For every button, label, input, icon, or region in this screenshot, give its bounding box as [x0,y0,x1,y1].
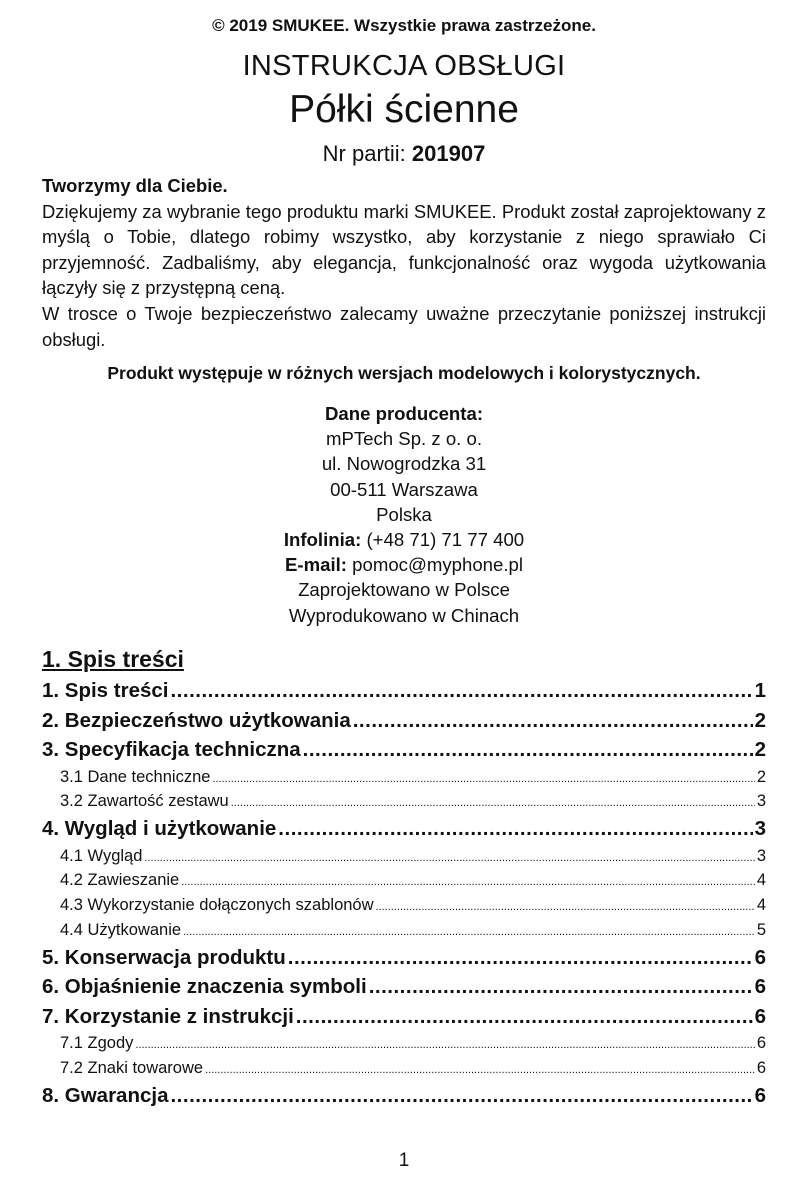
intro-paragraph-1: Dziękujemy za wybranie tego produktu marki SMUKEE. Produkt został zaprojektowany z myślą o Tobie, dlatego robimy wszystko, aby korzystanie z niego sprawiało Ci przyjemność. Zadbaliśmy, aby elegancja, funkcjonalność oraz wygoda użytkowania łączyły się z przystępną ceną. [42,200,766,299]
toc-leader-dots [205,1056,755,1083]
toc-leader-dots [170,1081,752,1111]
toc-leader-dots [144,844,754,871]
table-of-contents [42,676,766,1110]
toc-entry-page: 2 [756,767,766,786]
toc-entry-label: 6. Objaśnienie znaczenia symboli [42,975,367,999]
toc-entry-page: 3 [756,846,766,865]
made-in: Wyprodukowano w Chinach [288,604,520,626]
toc-entry[interactable] [42,1081,766,1111]
toc-entry-page: 2 [754,708,766,732]
email-line [0,552,808,577]
hotline-label: Infolinia: [283,529,362,551]
toc-subentry[interactable] [42,765,766,790]
manufacturer-street: ul. Nowogrodzka 31 [321,453,487,475]
toc-leader-dots [296,1002,753,1032]
copyright-notice: © 2019 SMUKEE. Wszystkie prawa zastrzeżone. [212,16,596,35]
toc-leader-dots [135,1031,754,1058]
toc-entry-label: 2. Bezpieczeństwo użytkowania [42,708,351,732]
toc-entry-label: 4.1 Wygląd [60,846,143,865]
intro-section [42,173,766,352]
toc-leader-dots [278,814,752,844]
toc-entry-label: 3.1 Dane techniczne [60,767,211,786]
toc-leader-dots [288,943,753,973]
toc-subentry[interactable] [42,868,766,893]
manufacturer-heading: Dane producenta: [324,403,484,424]
toc-entry-label: 5. Konserwacja produktu [42,945,286,969]
batch-number-line [0,141,808,167]
toc-entry-page: 3 [756,792,766,811]
toc-entry-page: 1 [754,679,766,702]
batch-label: Nr partii: [322,141,406,166]
toc-heading: 1. Spis treści [42,646,184,672]
toc-entry-page: 6 [756,1034,766,1053]
toc-entry-label: 4.4 Użytkowanie [60,920,182,939]
toc-subentry[interactable] [42,918,766,943]
toc-entry[interactable] [42,814,766,844]
versions-note: Produkt występuje w różnych wersjach modelowych i kolorystycznych. [107,363,701,383]
manufacturer-city: 00-511 Warszawa [330,478,478,500]
toc-leader-dots [183,918,755,945]
toc-entry[interactable] [42,676,766,706]
toc-subentry[interactable] [42,1031,766,1056]
toc-subentry[interactable] [42,789,766,814]
toc-entry[interactable] [42,706,766,736]
manual-title: INSTRUKCJA OBSŁUGI [242,50,566,82]
toc-entry-label: 3.2 Zawartość zestawu [60,792,229,811]
toc-entry-label: 1. Spis treści [42,679,169,702]
intro-heading: Tworzymy dla Ciebie. [42,175,228,196]
toc-entry-page: 5 [756,920,766,939]
email-value[interactable]: pomoc@myphone.pl [352,554,523,576]
intro-paragraph-2: W trosce o Twoje bezpieczeństwo zalecamy uważne przeczytanie poniższej instrukcji obsługi. [42,302,766,350]
toc-entry-label: 7. Korzystanie z instrukcji [42,1004,294,1028]
toc-entry-page: 6 [756,1059,766,1078]
toc-entry-label: 4.2 Zawieszanie [60,871,180,890]
toc-leader-dots [170,676,752,706]
toc-entry[interactable] [42,972,766,1002]
toc-entry-label: 7.1 Zgody [60,1034,134,1053]
toc-entry[interactable] [42,943,766,973]
email-label: E-mail: [285,554,347,576]
batch-number: 201907 [411,141,486,166]
manufacturer-country: Polska [376,503,432,525]
toc-entry-label: 4.3 Wykorzystanie dołączonych szablonów [60,896,374,915]
toc-subentry[interactable] [42,1056,766,1081]
toc-entry[interactable] [42,1002,766,1032]
toc-entry-page: 4 [756,896,766,915]
toc-leader-dots [181,868,755,895]
hotline-line [0,527,808,552]
manufacturer-block [0,401,808,628]
manufacturer-company: mPTech Sp. z o. o. [325,428,483,450]
designed-in: Zaprojektowano w Polsce [298,579,510,601]
toc-entry-label: 4. Wygląd i użytkowanie [42,817,277,841]
toc-entry-page: 3 [754,817,766,841]
hotline-value: (+48 71) 71 77 400 [366,529,525,551]
toc-entry-label: 8. Gwarancja [42,1083,169,1107]
toc-entry-page: 6 [754,945,766,969]
toc-leader-dots [212,765,754,792]
toc-subentry[interactable] [42,844,766,869]
toc-entry[interactable] [42,735,766,765]
toc-entry-page: 6 [754,1083,766,1107]
toc-leader-dots [231,789,755,816]
toc-subentry[interactable] [42,893,766,918]
toc-entry-page: 2 [754,738,766,761]
toc-leader-dots [369,972,753,1002]
product-name: Półki ścienne [289,88,519,131]
toc-entry-page: 6 [754,975,766,999]
toc-entry-page: 6 [754,1004,766,1028]
toc-leader-dots [303,735,753,765]
page-number: 1 [398,1150,410,1171]
toc-leader-dots [353,706,753,736]
toc-leader-dots [376,893,755,920]
toc-entry-label: 7.2 Znaki towarowe [60,1059,204,1078]
toc-entry-label: 3. Specyfikacja techniczna [42,738,301,761]
toc-entry-page: 4 [756,871,766,890]
